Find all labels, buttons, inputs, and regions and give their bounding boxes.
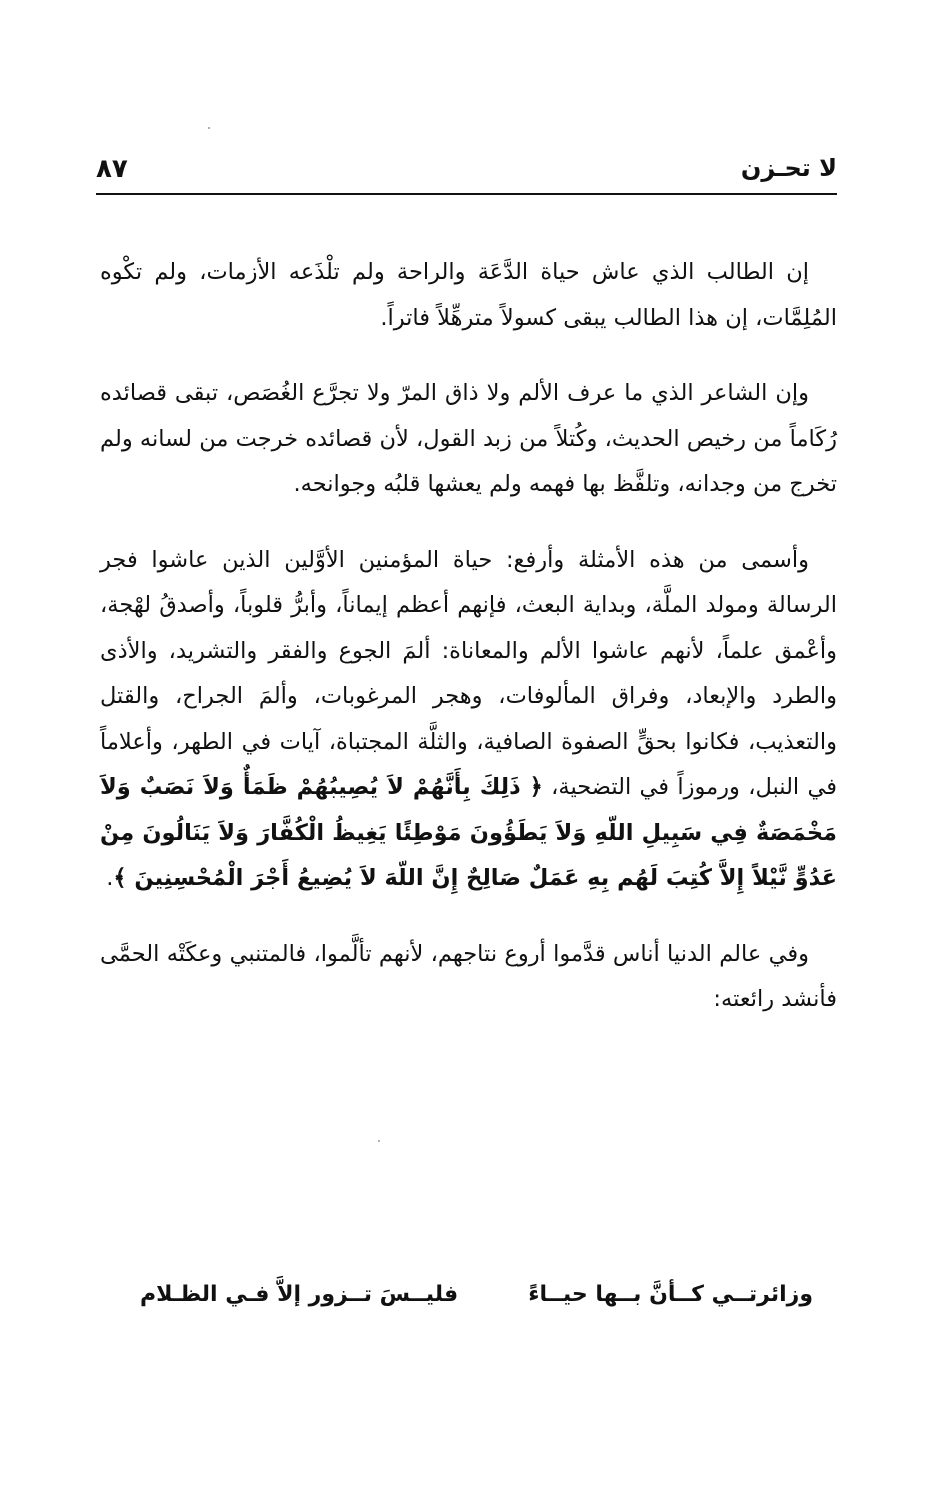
paragraph-2-text: وإن الشاعر الذي ما عرف الألم ولا ذاق المرّ ولا تجرَّع الغُصَص، تبقى قصائده رُكَاماً من رخيص الحديث، وكُتلاً من زبد القول، لأن قصائده خرجت من لسانه ولم تخرج من وجدانه، وتلفَّظ بها فهمه ولم يعشها قلبُه وجوانحه. [100,380,837,497]
body-text [100,250,837,1053]
paragraph-3-text: وأسمى من هذه الأمثلة وأرفع: حياة المؤمنين الأوَّلين الذين عاشوا فجر الرسالة ومولد الملَّة، وبداية البعث، فإنهم أعظم إيماناً، وأبرُّ قلوباً، وأصدقُ لهْجة، وأعْمق علماً، لأنهم عاشوا الألم والمعاناة: ألمَ الجوع والفقر والتشريد، والأذى والطرد والإبعاد، وفراق المألوفات، وهجر المرغوبات، وألمَ الجراح، والقتل والتعذيب، فكانوا بحقٍّ الصفوة الصافية، والثلَّة المجتباة، آيات في الطهر، وأعلاماً في النبل، ورموزاً في التضحية، [100,546,838,800]
paragraph-3 [100,538,837,902]
page-number: ٨٧ [96,154,128,184]
poem-second-hemistich: فليــسَ تــزور إلاَّ فـي الظـلام [140,1282,459,1307]
paragraph-1 [100,250,837,341]
paragraph-3-end: . [106,865,114,891]
page-header [96,150,837,190]
quran-verse: ﴿ ذَلِكَ بِأَنَّهُمْ لاَ يُصِيبُهُمْ ظَمَأٌ وَلاَ نَصَبٌ وَلاَ مَخْمَصَةٌ فِي سَبِيلِ اللّهِ وَلاَ يَطَؤُونَ مَوْطِئًا يَغِيظُ الْكُفَّارَ وَلاَ يَنَالُونَ مِنْ عَدُوٍّ نَّيْلاً إِلاَّ كُتِبَ لَهُم بِهِ عَمَلٌ صَالِحٌ إِنَّ اللّهَ لاَ يُضِيعُ أَجْرَ الْمُحْسِنِينَ ﴾ [100,774,837,891]
scan-speck [208,127,210,129]
header-rule [96,193,837,195]
poem-first-hemistich: وزائرتــي كــأنَّ بــها حيــاءً [528,1282,813,1307]
paragraph-2 [100,371,837,508]
running-title: لا تحـزن [740,154,837,182]
paragraph-4 [100,932,837,1023]
poem-verse [140,1282,813,1322]
scan-speck [378,1140,380,1142]
paragraph-4-text: وفي عالم الدنيا أناس قدَّموا أروع نتاجهم، لأنهم تألَّموا، فالمتنبي وعكَتْه الحمَّى فأنشد رائعته: [100,940,837,1012]
paragraph-1-text: إن الطالب الذي عاش حياة الدَّعَة والراحة ولم تلْذَعه الأزمات، ولم تكْوه المُلِمَّات، إن هذا الطالب يبقى كسولاً مترهِّلاً فاتراً. [100,259,837,331]
